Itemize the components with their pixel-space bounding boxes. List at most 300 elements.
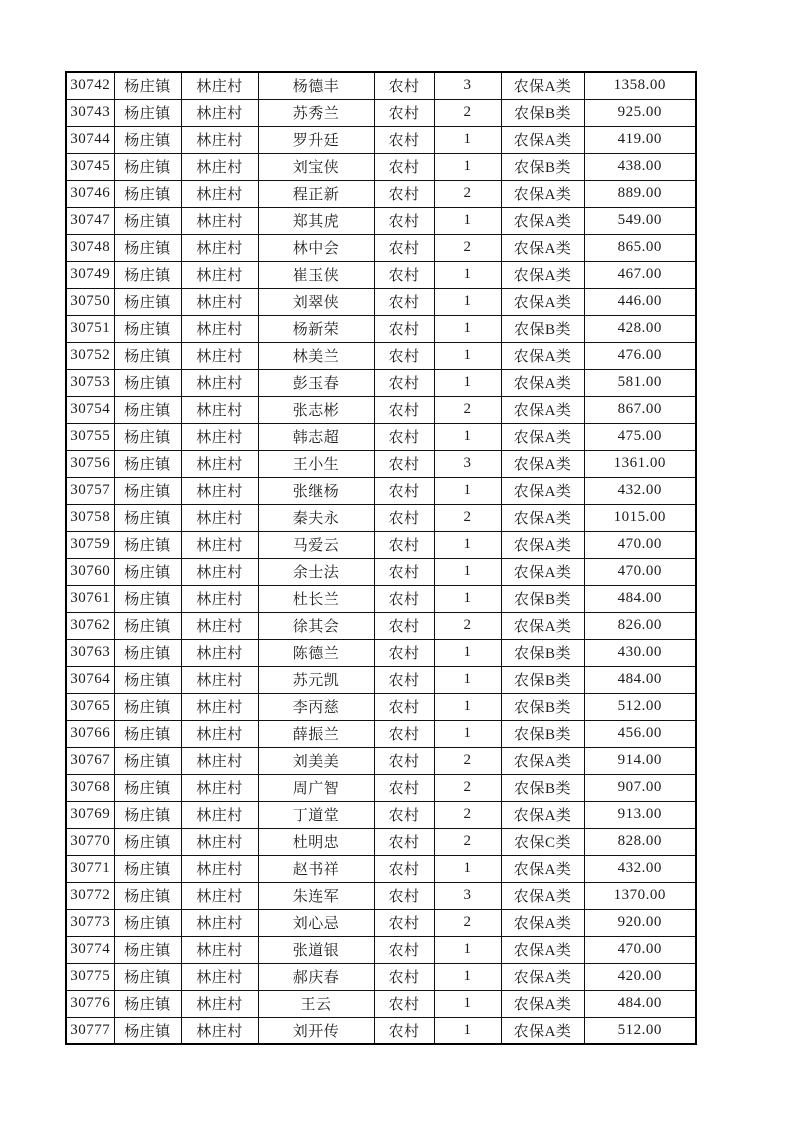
cell-village: 林庄村	[181, 180, 258, 207]
benefits-roster-table	[65, 71, 697, 1045]
cell-person-name: 王小生	[258, 450, 374, 477]
cell-person-name: 林中会	[258, 234, 374, 261]
cell-amount: 420.00	[584, 963, 696, 990]
cell-serial-number: 30758	[66, 504, 114, 531]
cell-serial-number: 30752	[66, 342, 114, 369]
cell-serial-number: 30755	[66, 423, 114, 450]
cell-village: 林庄村	[181, 666, 258, 693]
cell-insurance-category: 农保A类	[501, 909, 584, 936]
cell-amount: 470.00	[584, 558, 696, 585]
cell-serial-number: 30777	[66, 1017, 114, 1044]
cell-person-name: 刘翠侠	[258, 288, 374, 315]
table-row	[66, 720, 696, 747]
cell-town: 杨庄镇	[114, 828, 181, 855]
cell-town: 杨庄镇	[114, 423, 181, 450]
cell-insurance-category: 农保B类	[501, 639, 584, 666]
cell-town: 杨庄镇	[114, 855, 181, 882]
cell-village: 林庄村	[181, 99, 258, 126]
cell-person-count: 2	[434, 180, 501, 207]
cell-residence-type: 农村	[374, 774, 434, 801]
cell-amount: 920.00	[584, 909, 696, 936]
cell-insurance-category: 农保B类	[501, 774, 584, 801]
cell-village: 林庄村	[181, 828, 258, 855]
cell-person-count: 3	[434, 72, 501, 99]
cell-amount: 828.00	[584, 828, 696, 855]
table-row	[66, 153, 696, 180]
cell-residence-type: 农村	[374, 828, 434, 855]
cell-amount: 913.00	[584, 801, 696, 828]
cell-insurance-category: 农保B类	[501, 153, 584, 180]
cell-residence-type: 农村	[374, 963, 434, 990]
cell-insurance-category: 农保B类	[501, 666, 584, 693]
cell-residence-type: 农村	[374, 720, 434, 747]
cell-person-name: 苏秀兰	[258, 99, 374, 126]
cell-person-count: 2	[434, 612, 501, 639]
cell-person-count: 3	[434, 450, 501, 477]
cell-amount: 1015.00	[584, 504, 696, 531]
cell-residence-type: 农村	[374, 288, 434, 315]
cell-village: 林庄村	[181, 315, 258, 342]
cell-person-name: 韩志超	[258, 423, 374, 450]
cell-amount: 484.00	[584, 990, 696, 1017]
cell-person-count: 1	[434, 720, 501, 747]
cell-town: 杨庄镇	[114, 396, 181, 423]
cell-residence-type: 农村	[374, 639, 434, 666]
cell-residence-type: 农村	[374, 855, 434, 882]
cell-amount: 432.00	[584, 855, 696, 882]
table-row	[66, 369, 696, 396]
cell-residence-type: 农村	[374, 909, 434, 936]
cell-person-name: 刘宝侠	[258, 153, 374, 180]
cell-person-count: 1	[434, 1017, 501, 1044]
cell-residence-type: 农村	[374, 99, 434, 126]
cell-person-name: 杨新荣	[258, 315, 374, 342]
cell-town: 杨庄镇	[114, 369, 181, 396]
cell-village: 林庄村	[181, 855, 258, 882]
cell-serial-number: 30770	[66, 828, 114, 855]
cell-residence-type: 农村	[374, 396, 434, 423]
cell-residence-type: 农村	[374, 612, 434, 639]
cell-person-name: 郑其虎	[258, 207, 374, 234]
cell-insurance-category: 农保A类	[501, 234, 584, 261]
cell-village: 林庄村	[181, 720, 258, 747]
table-row	[66, 180, 696, 207]
cell-person-count: 1	[434, 126, 501, 153]
cell-insurance-category: 农保A类	[501, 801, 584, 828]
cell-village: 林庄村	[181, 234, 258, 261]
cell-amount: 430.00	[584, 639, 696, 666]
cell-village: 林庄村	[181, 963, 258, 990]
cell-insurance-category: 农保A类	[501, 1017, 584, 1044]
cell-person-count: 1	[434, 531, 501, 558]
cell-insurance-category: 农保A类	[501, 990, 584, 1017]
cell-insurance-category: 农保A类	[501, 531, 584, 558]
cell-town: 杨庄镇	[114, 612, 181, 639]
cell-serial-number: 30742	[66, 72, 114, 99]
cell-town: 杨庄镇	[114, 801, 181, 828]
cell-serial-number: 30753	[66, 369, 114, 396]
cell-serial-number: 30775	[66, 963, 114, 990]
cell-person-name: 程正新	[258, 180, 374, 207]
cell-town: 杨庄镇	[114, 99, 181, 126]
cell-residence-type: 农村	[374, 315, 434, 342]
cell-village: 林庄村	[181, 450, 258, 477]
cell-person-count: 1	[434, 585, 501, 612]
cell-residence-type: 农村	[374, 369, 434, 396]
cell-residence-type: 农村	[374, 990, 434, 1017]
cell-village: 林庄村	[181, 153, 258, 180]
cell-person-count: 2	[434, 909, 501, 936]
cell-serial-number: 30776	[66, 990, 114, 1017]
cell-person-count: 2	[434, 828, 501, 855]
cell-town: 杨庄镇	[114, 342, 181, 369]
cell-residence-type: 农村	[374, 882, 434, 909]
cell-serial-number: 30750	[66, 288, 114, 315]
cell-residence-type: 农村	[374, 72, 434, 99]
cell-insurance-category: 农保B类	[501, 99, 584, 126]
cell-town: 杨庄镇	[114, 531, 181, 558]
cell-amount: 1361.00	[584, 450, 696, 477]
cell-residence-type: 农村	[374, 1017, 434, 1044]
cell-person-count: 2	[434, 504, 501, 531]
cell-amount: 470.00	[584, 936, 696, 963]
cell-residence-type: 农村	[374, 261, 434, 288]
cell-village: 林庄村	[181, 909, 258, 936]
cell-amount: 428.00	[584, 315, 696, 342]
cell-town: 杨庄镇	[114, 990, 181, 1017]
cell-person-name: 罗升廷	[258, 126, 374, 153]
table-row	[66, 504, 696, 531]
cell-residence-type: 农村	[374, 423, 434, 450]
cell-serial-number: 30774	[66, 936, 114, 963]
cell-residence-type: 农村	[374, 477, 434, 504]
cell-person-count: 1	[434, 666, 501, 693]
cell-serial-number: 30760	[66, 558, 114, 585]
cell-insurance-category: 农保A类	[501, 612, 584, 639]
cell-village: 林庄村	[181, 747, 258, 774]
cell-amount: 456.00	[584, 720, 696, 747]
cell-insurance-category: 农保A类	[501, 882, 584, 909]
cell-insurance-category: 农保A类	[501, 126, 584, 153]
cell-amount: 889.00	[584, 180, 696, 207]
cell-insurance-category: 农保A类	[501, 450, 584, 477]
cell-person-count: 1	[434, 369, 501, 396]
cell-person-count: 1	[434, 855, 501, 882]
table-row	[66, 288, 696, 315]
cell-serial-number: 30772	[66, 882, 114, 909]
cell-insurance-category: 农保A类	[501, 558, 584, 585]
cell-amount: 867.00	[584, 396, 696, 423]
cell-residence-type: 农村	[374, 126, 434, 153]
cell-village: 林庄村	[181, 882, 258, 909]
cell-person-name: 赵书祥	[258, 855, 374, 882]
cell-person-count: 2	[434, 801, 501, 828]
cell-insurance-category: 农保B类	[501, 693, 584, 720]
cell-person-name: 张道银	[258, 936, 374, 963]
cell-town: 杨庄镇	[114, 774, 181, 801]
cell-town: 杨庄镇	[114, 585, 181, 612]
table-row	[66, 261, 696, 288]
cell-person-name: 郝庆春	[258, 963, 374, 990]
cell-person-count: 1	[434, 261, 501, 288]
cell-village: 林庄村	[181, 72, 258, 99]
cell-person-name: 秦夫永	[258, 504, 374, 531]
cell-insurance-category: 农保A类	[501, 288, 584, 315]
cell-amount: 446.00	[584, 288, 696, 315]
cell-person-name: 李丙慈	[258, 693, 374, 720]
cell-insurance-category: 农保A类	[501, 423, 584, 450]
cell-village: 林庄村	[181, 585, 258, 612]
cell-serial-number: 30769	[66, 801, 114, 828]
cell-village: 林庄村	[181, 1017, 258, 1044]
cell-person-name: 马爱云	[258, 531, 374, 558]
cell-village: 林庄村	[181, 396, 258, 423]
table-row	[66, 774, 696, 801]
cell-amount: 907.00	[584, 774, 696, 801]
cell-town: 杨庄镇	[114, 315, 181, 342]
cell-town: 杨庄镇	[114, 180, 181, 207]
cell-village: 林庄村	[181, 936, 258, 963]
table-row	[66, 450, 696, 477]
cell-person-name: 周广智	[258, 774, 374, 801]
cell-serial-number: 30765	[66, 693, 114, 720]
cell-village: 林庄村	[181, 477, 258, 504]
table-body	[66, 72, 696, 1044]
cell-residence-type: 农村	[374, 693, 434, 720]
table-row	[66, 639, 696, 666]
cell-serial-number: 30766	[66, 720, 114, 747]
cell-insurance-category: 农保A类	[501, 342, 584, 369]
cell-amount: 484.00	[584, 585, 696, 612]
cell-person-name: 刘心忌	[258, 909, 374, 936]
cell-serial-number: 30757	[66, 477, 114, 504]
cell-town: 杨庄镇	[114, 261, 181, 288]
cell-serial-number: 30746	[66, 180, 114, 207]
cell-town: 杨庄镇	[114, 288, 181, 315]
cell-person-count: 1	[434, 342, 501, 369]
cell-amount: 581.00	[584, 369, 696, 396]
cell-insurance-category: 农保A类	[501, 855, 584, 882]
table-row	[66, 1017, 696, 1044]
table-row	[66, 855, 696, 882]
cell-town: 杨庄镇	[114, 477, 181, 504]
cell-person-count: 1	[434, 990, 501, 1017]
cell-person-count: 1	[434, 288, 501, 315]
cell-person-count: 1	[434, 936, 501, 963]
cell-amount: 438.00	[584, 153, 696, 180]
cell-town: 杨庄镇	[114, 639, 181, 666]
cell-town: 杨庄镇	[114, 909, 181, 936]
cell-amount: 470.00	[584, 531, 696, 558]
cell-person-name: 林美兰	[258, 342, 374, 369]
table-row	[66, 909, 696, 936]
cell-amount: 432.00	[584, 477, 696, 504]
cell-person-name: 彭玉春	[258, 369, 374, 396]
cell-insurance-category: 农保A类	[501, 396, 584, 423]
cell-town: 杨庄镇	[114, 504, 181, 531]
cell-insurance-category: 农保A类	[501, 261, 584, 288]
cell-serial-number: 30743	[66, 99, 114, 126]
cell-person-count: 1	[434, 315, 501, 342]
cell-person-count: 1	[434, 153, 501, 180]
table-row	[66, 747, 696, 774]
table-row	[66, 423, 696, 450]
table-row	[66, 963, 696, 990]
table-row	[66, 558, 696, 585]
cell-person-name: 杜明忠	[258, 828, 374, 855]
cell-person-name: 朱连军	[258, 882, 374, 909]
cell-person-name: 王云	[258, 990, 374, 1017]
cell-serial-number: 30768	[66, 774, 114, 801]
cell-person-name: 徐其会	[258, 612, 374, 639]
cell-insurance-category: 农保A类	[501, 936, 584, 963]
cell-village: 林庄村	[181, 801, 258, 828]
table-row	[66, 585, 696, 612]
table-row	[66, 828, 696, 855]
table-row	[66, 477, 696, 504]
table-row	[66, 531, 696, 558]
cell-amount: 549.00	[584, 207, 696, 234]
cell-insurance-category: 农保A类	[501, 180, 584, 207]
cell-amount: 925.00	[584, 99, 696, 126]
cell-serial-number: 30764	[66, 666, 114, 693]
table-row	[66, 990, 696, 1017]
table-row	[66, 882, 696, 909]
table-row	[66, 666, 696, 693]
cell-person-name: 张志彬	[258, 396, 374, 423]
cell-village: 林庄村	[181, 504, 258, 531]
cell-residence-type: 农村	[374, 531, 434, 558]
cell-town: 杨庄镇	[114, 963, 181, 990]
cell-serial-number: 30754	[66, 396, 114, 423]
cell-town: 杨庄镇	[114, 450, 181, 477]
cell-residence-type: 农村	[374, 666, 434, 693]
table-row	[66, 693, 696, 720]
cell-village: 林庄村	[181, 207, 258, 234]
cell-amount: 914.00	[584, 747, 696, 774]
cell-serial-number: 30763	[66, 639, 114, 666]
table-row	[66, 72, 696, 99]
cell-residence-type: 农村	[374, 504, 434, 531]
cell-village: 林庄村	[181, 774, 258, 801]
cell-person-count: 1	[434, 477, 501, 504]
cell-town: 杨庄镇	[114, 234, 181, 261]
cell-serial-number: 30747	[66, 207, 114, 234]
cell-residence-type: 农村	[374, 936, 434, 963]
cell-person-name: 刘美美	[258, 747, 374, 774]
cell-village: 林庄村	[181, 369, 258, 396]
cell-amount: 826.00	[584, 612, 696, 639]
cell-amount: 419.00	[584, 126, 696, 153]
cell-residence-type: 农村	[374, 207, 434, 234]
cell-insurance-category: 农保A类	[501, 72, 584, 99]
cell-village: 林庄村	[181, 261, 258, 288]
cell-village: 林庄村	[181, 558, 258, 585]
table-row	[66, 207, 696, 234]
cell-serial-number: 30762	[66, 612, 114, 639]
cell-person-name: 陈德兰	[258, 639, 374, 666]
cell-person-count: 2	[434, 747, 501, 774]
cell-serial-number: 30751	[66, 315, 114, 342]
cell-person-count: 1	[434, 963, 501, 990]
cell-town: 杨庄镇	[114, 72, 181, 99]
cell-village: 林庄村	[181, 126, 258, 153]
cell-insurance-category: 农保A类	[501, 369, 584, 396]
cell-amount: 1370.00	[584, 882, 696, 909]
cell-person-name: 刘开传	[258, 1017, 374, 1044]
table-row	[66, 342, 696, 369]
cell-serial-number: 30756	[66, 450, 114, 477]
cell-serial-number: 30745	[66, 153, 114, 180]
cell-town: 杨庄镇	[114, 936, 181, 963]
cell-town: 杨庄镇	[114, 693, 181, 720]
cell-village: 林庄村	[181, 423, 258, 450]
table-row	[66, 801, 696, 828]
cell-person-name: 崔玉侠	[258, 261, 374, 288]
cell-residence-type: 农村	[374, 558, 434, 585]
cell-person-count: 2	[434, 234, 501, 261]
cell-amount: 475.00	[584, 423, 696, 450]
cell-insurance-category: 农保A类	[501, 963, 584, 990]
cell-person-name: 余士法	[258, 558, 374, 585]
cell-residence-type: 农村	[374, 747, 434, 774]
cell-town: 杨庄镇	[114, 126, 181, 153]
cell-insurance-category: 农保B类	[501, 585, 584, 612]
table-row	[66, 396, 696, 423]
cell-person-name: 薛振兰	[258, 720, 374, 747]
cell-serial-number: 30767	[66, 747, 114, 774]
cell-village: 林庄村	[181, 342, 258, 369]
cell-serial-number: 30761	[66, 585, 114, 612]
cell-person-name: 丁道堂	[258, 801, 374, 828]
cell-residence-type: 农村	[374, 342, 434, 369]
cell-amount: 865.00	[584, 234, 696, 261]
cell-insurance-category: 农保A类	[501, 207, 584, 234]
cell-town: 杨庄镇	[114, 207, 181, 234]
cell-insurance-category: 农保A类	[501, 477, 584, 504]
cell-insurance-category: 农保A类	[501, 504, 584, 531]
cell-insurance-category: 农保B类	[501, 315, 584, 342]
cell-person-name: 杨德丰	[258, 72, 374, 99]
cell-person-count: 1	[434, 423, 501, 450]
cell-person-count: 3	[434, 882, 501, 909]
cell-amount: 476.00	[584, 342, 696, 369]
cell-residence-type: 农村	[374, 153, 434, 180]
cell-insurance-category: 农保A类	[501, 747, 584, 774]
cell-town: 杨庄镇	[114, 1017, 181, 1044]
cell-person-count: 2	[434, 774, 501, 801]
cell-town: 杨庄镇	[114, 747, 181, 774]
cell-residence-type: 农村	[374, 801, 434, 828]
table-row	[66, 936, 696, 963]
table-row	[66, 315, 696, 342]
cell-serial-number: 30773	[66, 909, 114, 936]
cell-person-name: 苏元凯	[258, 666, 374, 693]
cell-town: 杨庄镇	[114, 558, 181, 585]
cell-insurance-category: 农保C类	[501, 828, 584, 855]
cell-amount: 484.00	[584, 666, 696, 693]
cell-village: 林庄村	[181, 990, 258, 1017]
cell-village: 林庄村	[181, 288, 258, 315]
cell-serial-number: 30771	[66, 855, 114, 882]
cell-person-name: 张继杨	[258, 477, 374, 504]
table-row	[66, 99, 696, 126]
cell-serial-number: 30759	[66, 531, 114, 558]
cell-village: 林庄村	[181, 612, 258, 639]
cell-serial-number: 30744	[66, 126, 114, 153]
cell-amount: 1358.00	[584, 72, 696, 99]
table-row	[66, 234, 696, 261]
